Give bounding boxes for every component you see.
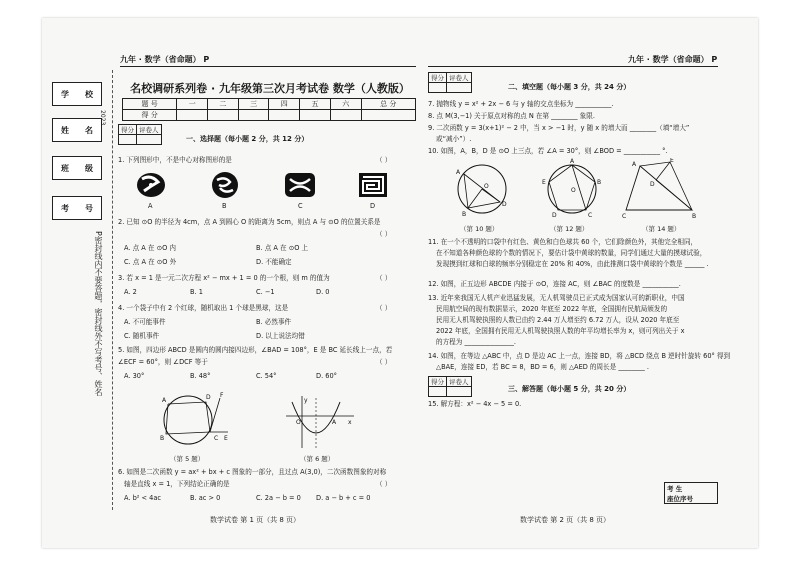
- header-rule-right: [428, 66, 718, 67]
- q5-line2: ∠ECF = 60°，则 ∠DCF 等于: [118, 358, 208, 366]
- q11-line1: 11. 在一个不透明的口袋中有红色、黄色和白色球共 60 个，它们除颜色外，其他完全相同，: [428, 238, 698, 246]
- q4-option-d: D. 以上说法均错: [256, 332, 305, 340]
- q5-option-c: C. 54°: [256, 372, 277, 380]
- q14-line1: 14. 如图，在等边 △ABC 中，点 D 是边 AC 上一点，连接 BD，将 △BCD 绕点 B 逆时针旋转 60° 得到: [428, 352, 731, 360]
- score-table: [122, 98, 416, 121]
- q2-option-c: C. 点 A 在 ⊙O 外: [124, 258, 177, 266]
- svg-text:C: C: [622, 213, 627, 220]
- figure-5-circle-diagram: [150, 390, 234, 452]
- q2-option-a: A. 点 A 在 ⊙O 内: [124, 244, 176, 252]
- svg-text:D: D: [502, 201, 507, 208]
- svg-text:F: F: [220, 392, 224, 399]
- svg-text:E: E: [224, 435, 228, 442]
- q3-paren: （ ）: [376, 274, 392, 282]
- q15-text: 15. 解方程：x² − 4x − 5 = 0.: [428, 400, 522, 408]
- svg-text:E: E: [670, 158, 674, 164]
- q5-paren: （ ）: [376, 358, 392, 366]
- q3-text: 3. 若 x = 1 是一元二次方程 x² − mx + 1 = 0 的一个根，则 m 的值为: [118, 274, 330, 282]
- section3-title: 三、解答题（每小题 5 分，共 20 分）: [508, 385, 631, 393]
- binding-dashed-line: [112, 70, 113, 510]
- figure-6-caption: （第 6 题）: [300, 455, 335, 463]
- score-cell[interactable]: [300, 110, 331, 121]
- score-header-cell: 三: [238, 99, 269, 110]
- q1-option-c-icon: [282, 170, 318, 200]
- svg-text:D: D: [206, 394, 211, 401]
- q6-option-c: C. 2a − b = 0: [256, 494, 301, 502]
- q13-line1: 13. 近年来我国无人机产业迅猛发展，无人机驾驶员已正式成为国家认可的新职业，中国: [428, 294, 685, 302]
- section2-title: 二、填空题（每小题 3 分，共 24 分）: [508, 83, 631, 91]
- q1-label-c: C: [298, 202, 303, 210]
- score-row-label: 得 分: [123, 110, 177, 121]
- svg-text:C: C: [214, 435, 219, 442]
- q13-line3: 民用无人机驾驶执照的人数已由约 2.44 万人增至约 6.72 万人，设从 2020 年底至: [436, 316, 680, 324]
- q13-line5: 的方程为 _______________.: [436, 338, 517, 346]
- q3-option-c: C. −1: [256, 288, 275, 296]
- q11-line2: 在不知道各种颜色球的个数的情况下，要估计袋中黄球的数量，同学们通过大量的摸球试验，: [436, 249, 707, 257]
- footer-right: 数学试卷 第 2 页（共 8 页）: [520, 516, 611, 524]
- q4-paren: （ ）: [376, 304, 392, 312]
- q1-option-a-icon: [134, 170, 168, 200]
- figure-6-parabola-graph: [282, 394, 358, 452]
- q5-option-d: D. 60°: [316, 372, 337, 380]
- svg-text:C: C: [588, 212, 593, 219]
- q1-label-d: D: [370, 202, 376, 210]
- svg-text:B: B: [462, 211, 467, 218]
- figure-5-caption: （第 5 题）: [170, 455, 205, 463]
- svg-text:O: O: [296, 419, 301, 426]
- figure-12-caption: （第 12 题）: [550, 225, 589, 233]
- q6-line2: 轴是直线 x = 1，下列结论正确的是: [124, 480, 230, 488]
- svg-text:D: D: [552, 212, 557, 219]
- exam-number-field-box: 考 号: [52, 196, 102, 220]
- seat-label-line1: 考 生: [667, 485, 683, 493]
- q2-option-d: D. 不能确定: [256, 258, 292, 266]
- score-header-cell: 六: [330, 99, 361, 110]
- svg-text:D: D: [650, 181, 655, 188]
- grader-box-3: 得分 评卷人: [428, 376, 472, 397]
- exam-title: 名校调研系列卷 · 九年级第三次月考试卷 数学（人教版）: [130, 82, 410, 95]
- q9-text-continued: 或“减小”）.: [436, 135, 472, 143]
- svg-text:A: A: [332, 419, 337, 426]
- q10-text: 10. 如图，A，B，D 是 ⊙O 上三点，若 ∠A = 30°，则 ∠BOD = ___________ °.: [428, 147, 668, 155]
- svg-text:O: O: [571, 187, 576, 194]
- svg-text:x: x: [348, 419, 352, 426]
- section1-title: 一、选择题（每小题 2 分，共 12 分）: [186, 135, 309, 143]
- score-cell[interactable]: [238, 110, 269, 121]
- svg-text:A: A: [632, 161, 637, 168]
- q2-text: 2. 已知 ⊙O 的半径为 4cm，点 A 到圆心 O 的距离为 5cm，则点 A 与 ⊙O 的位置关系是: [118, 218, 381, 226]
- score-header-cell: 四: [269, 99, 300, 110]
- q1-option-d-icon: [356, 170, 390, 200]
- q6-option-a: A. b² < 4ac: [124, 494, 161, 502]
- q1-option-b-icon: [208, 170, 242, 200]
- name-field-box: 姓 名: [52, 118, 102, 142]
- q3-option-b: B. 1: [190, 288, 203, 296]
- q11-line3: 发现摸到红球和白球的频率分别稳定在 20% 和 40%，由此推测口袋中黄球的个数是 ______ .: [436, 260, 709, 268]
- q8-text: 8. 点 M(3,−1) 关于原点对称的点 N 在第 ________ 象限.: [428, 112, 595, 120]
- q4-option-a: A. 不可能事件: [124, 318, 166, 326]
- q1-label-b: B: [222, 202, 227, 210]
- figure-12-pentagon-diagram: [540, 158, 604, 220]
- score-header-cell: 总 分: [361, 99, 415, 110]
- q1-paren: （ ）: [376, 156, 392, 164]
- footer-left: 数学试卷 第 1 页（共 8 页）: [210, 516, 301, 524]
- score-cell[interactable]: [330, 110, 361, 121]
- q14-line2: △BAE，连接 ED，若 BC = 8，BD = 6，则 △AED 的周长是 ________ .: [436, 363, 649, 371]
- score-cell[interactable]: [208, 110, 239, 121]
- svg-text:B: B: [160, 435, 165, 442]
- q3-option-a: A. 2: [124, 288, 137, 296]
- seat-number-box[interactable]: [664, 482, 718, 504]
- svg-text:O: O: [484, 183, 489, 190]
- page-header-left: 九年 · 数学（省命题） P: [120, 55, 210, 64]
- q6-line1: 6. 如图是二次函数 y = ax² + bx + c 图象的一部分，且过点 A(3,0)，二次函数图象的对称: [118, 468, 387, 476]
- q13-line2: 民用航空局的现有数据显示，2020 年底至 2022 年底，全国拥有民航局颁发的: [436, 305, 668, 313]
- q5-option-b: B. 48°: [190, 372, 211, 380]
- school-field-box: 学 校: [52, 82, 102, 106]
- q2-option-b: B. 点 A 在 ⊙O 上: [256, 244, 309, 252]
- score-header-cell: 一: [177, 99, 208, 110]
- score-header-cell: 五: [300, 99, 331, 110]
- page-header-right: 九年 · 数学（省命题） P: [628, 55, 718, 64]
- q9-text: 9. 二次函数 y = 3(x+1)² − 2 中，当 x > −1 时，y 随 x 的增大而 ________（填“增大”: [428, 124, 690, 132]
- score-header-cell: 题 号: [123, 99, 177, 110]
- header-rule-left: [120, 66, 416, 67]
- q3-option-d: D. 0: [316, 288, 330, 296]
- svg-text:A: A: [162, 397, 167, 404]
- svg-text:B: B: [692, 213, 697, 220]
- seat-label-line2: 座位序号: [667, 495, 693, 503]
- figure-10-caption: （第 10 题）: [460, 225, 499, 233]
- q2-paren: （ ）: [376, 230, 392, 238]
- q6-paren: （ ）: [376, 480, 392, 488]
- figure-14-triangle-diagram: [622, 158, 700, 220]
- q4-option-b: B. 必然事件: [256, 318, 292, 326]
- svg-text:y: y: [304, 397, 308, 404]
- grader-box-2: 得分 评卷人: [428, 72, 472, 93]
- score-cell[interactable]: [177, 110, 208, 121]
- svg-text:A: A: [456, 169, 461, 176]
- q5-option-a: A. 30°: [124, 372, 145, 380]
- svg-text:B: B: [597, 179, 602, 186]
- figure-10-circle-diagram: [454, 158, 510, 220]
- score-cell[interactable]: [361, 110, 415, 121]
- q13-line4: 2022 年底，全国拥有民用无人机驾驶执照人数的年平均增长率为 x，则可列出关于 x: [436, 327, 685, 335]
- class-field-box: 班 级: [52, 156, 102, 180]
- q12-text: 12. 如图，正五边形 ABCDE 内接于 ⊙O，连接 AC，则 ∠BAC 的度数是 ___________.: [428, 280, 681, 288]
- score-header-cell: 二: [208, 99, 239, 110]
- svg-text:E: E: [542, 179, 546, 186]
- figure-14-caption: （第 14 题）: [642, 225, 681, 233]
- svg-text:A: A: [570, 158, 575, 165]
- binding-year: 2023: [99, 110, 106, 126]
- q1-text: 1. 下列图形中，不是中心对称图形的是: [118, 156, 232, 164]
- q4-text: 4. 一个袋子中有 2 个红球，随机取出 1 个球是黑球，这是: [118, 304, 289, 312]
- q7-text: 7. 抛物线 y = x² + 2x − 6 与 y 轴的交点坐标为 ___________.: [428, 100, 614, 108]
- q1-label-a: A: [148, 202, 153, 210]
- q4-option-c: C. 随机事件: [124, 332, 160, 340]
- q5-line1: 5. 如图，四边形 ABCD 是圆内的圆内接四边形，∠BAD = 108°，E 是 BC 延长线上一点，若: [118, 346, 393, 354]
- q6-option-b: B. ac > 0: [190, 494, 221, 502]
- grader-box-1: 得分 评卷人: [118, 124, 162, 145]
- score-cell[interactable]: [269, 110, 300, 121]
- q6-option-d: D. a − b + c = 0: [316, 494, 371, 502]
- binding-warning-text: P密封线内不要答题，密封线外不写考号、姓名: [94, 230, 103, 396]
